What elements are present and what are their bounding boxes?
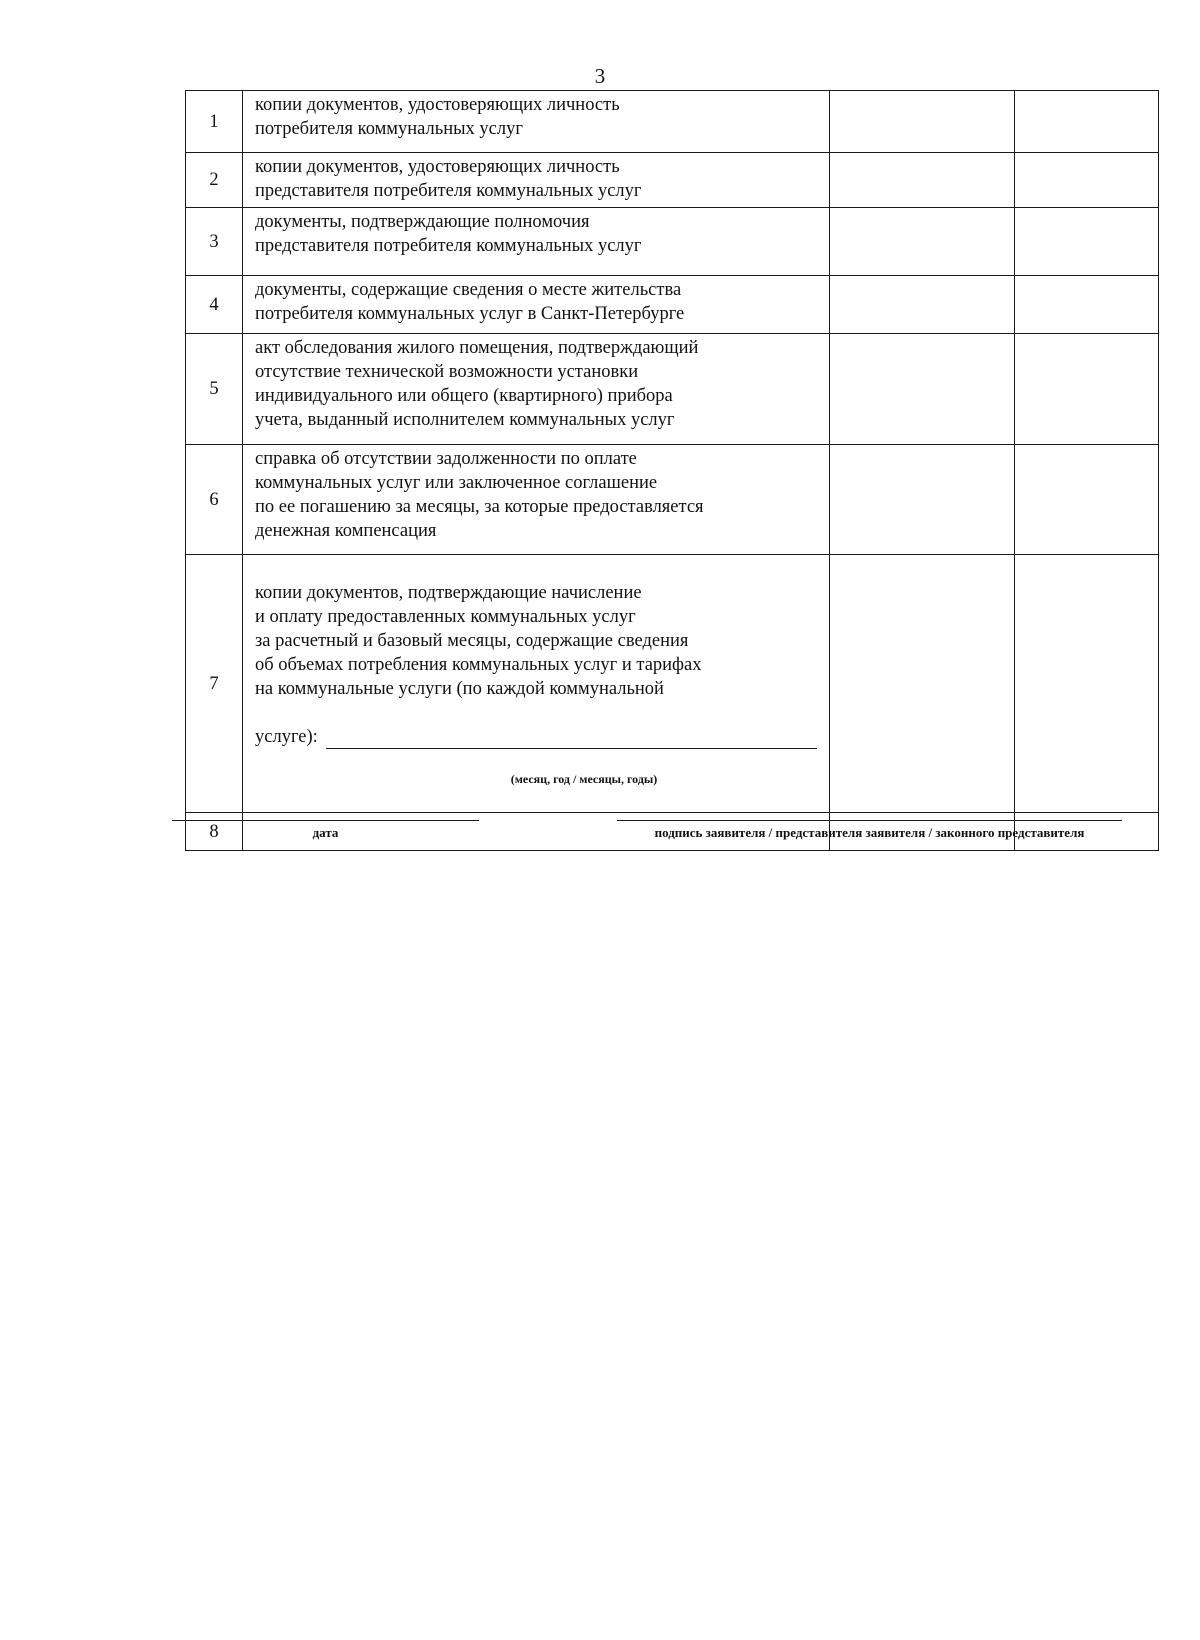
table-row	[186, 208, 1159, 276]
empty-cell	[1015, 208, 1159, 276]
table-row	[186, 555, 1159, 813]
period-fill-line	[326, 728, 817, 749]
row-description: справка об отсутствии задолженности по оплате коммунальных услуг или заключенное соглашение по ее погашению за месяцы, за которые предоставляется денежная компенсация	[243, 445, 830, 555]
row-number: 3	[186, 208, 243, 276]
empty-cell	[830, 276, 1015, 334]
empty-cell	[1015, 91, 1159, 153]
row-number: 7	[186, 555, 243, 813]
table-row	[186, 153, 1159, 208]
row-number: 2	[186, 153, 243, 208]
empty-cell	[1015, 555, 1159, 813]
row-number: 8	[186, 813, 243, 851]
applicant-signature-block	[617, 820, 1122, 841]
row-description: документы, содержащие сведения о месте жительства потребителя коммунальных услуг в Санкт-Петербурге	[243, 276, 830, 334]
period-fill-caption: (месяц, год / месяцы, годы)	[510, 772, 658, 786]
empty-cell	[830, 334, 1015, 445]
empty-cell	[1015, 276, 1159, 334]
period-fill-field	[255, 725, 823, 749]
row-description: копии документов, удостоверяющих личность потребителя коммунальных услуг	[243, 91, 830, 153]
empty-cell	[830, 208, 1015, 276]
date-caption: дата	[312, 825, 339, 840]
signature-line	[617, 820, 1122, 821]
table-row	[186, 334, 1159, 445]
row-description: акт обследования жилого помещения, подтверждающий отсутствие технической возможности установки индивидуального или общего (квартирного) прибора учета, выданный исполнителем коммунальных услуг	[243, 334, 830, 445]
row-description-text: копии документов, подтверждающие начисление и оплату предоставленных коммунальных услуг за расчетный и базовый месяцы, содержащие сведения об объемах потребления коммунальных услуг и тарифах на коммунальные услуги (по каждой коммунальной	[255, 583, 702, 699]
page-number: 3	[594, 64, 606, 88]
row-number: 4	[186, 276, 243, 334]
table-row	[186, 276, 1159, 334]
documents-table	[185, 90, 1159, 851]
empty-cell	[1015, 445, 1159, 555]
row-number: 6	[186, 445, 243, 555]
date-signature-block	[172, 820, 479, 841]
empty-cell	[830, 153, 1015, 208]
row-number: 5	[186, 334, 243, 445]
empty-cell	[1015, 334, 1159, 445]
row-description: копии документов, удостоверяющих личность представителя потребителя коммунальных услуг	[243, 153, 830, 208]
empty-cell	[830, 445, 1015, 555]
signature-caption: подпись заявителя / представителя заявителя / законного представителя	[654, 825, 1085, 840]
empty-cell	[830, 91, 1015, 153]
empty-cell	[830, 555, 1015, 813]
empty-cell	[1015, 153, 1159, 208]
period-fill-label: услуге):	[255, 727, 318, 747]
row-number: 1	[186, 91, 243, 153]
row-description: документы, подтверждающие полномочия представителя потребителя коммунальных услуг	[243, 208, 830, 276]
table-row	[186, 91, 1159, 153]
date-line	[172, 820, 479, 821]
table-row	[186, 445, 1159, 555]
row-description	[243, 555, 830, 813]
